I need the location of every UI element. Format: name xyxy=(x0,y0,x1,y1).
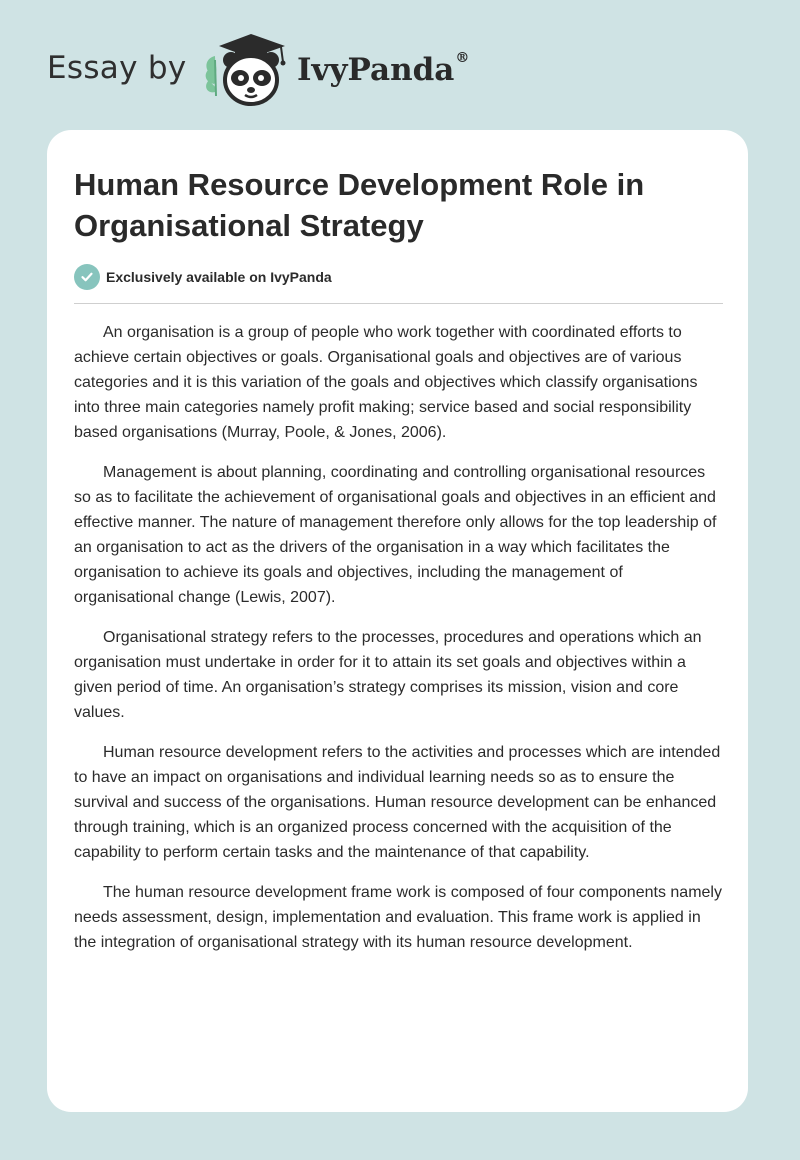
site-header xyxy=(47,30,647,110)
paragraph: Management is about planning, coordinating and controlling organisational resources so as to facilitate the achievement of organisational goals and objectives in an efficient and effective manner. The nature of management therefore only allows for the top leadership of an organisation to act as the drivers of the organisation in a way which facilitates the organisation to achieve its goals and objectives, including the management of organisational change (Lewis, 2007). xyxy=(74,464,717,606)
essay-card xyxy=(47,130,748,1112)
essay-body xyxy=(74,320,725,970)
check-circle-icon xyxy=(74,264,100,290)
panda-graduation-cap-icon xyxy=(201,32,293,110)
divider xyxy=(74,303,723,304)
paragraph: The human resource development frame work is composed of four components namely needs assessment, design, implementation and evaluation. This frame work is applied in the integration of organisational strategy with its human resource development. xyxy=(74,884,722,951)
essay-title: Human Resource Development Role in Organisational Strategy xyxy=(74,167,645,243)
paragraph: Human resource development refers to the activities and processes which are intended to have an impact on organisations and individual learning needs so as to ensure the survival and success of the organisations. Human resource development can be enhanced through training, which is an organized process concerned with the acquisition of the capability to perform certain tasks and the maintenance of that capability. xyxy=(74,744,721,861)
paragraph: An organisation is a group of people who work together with coordinated efforts to achieve certain objectives or goals. Organisational goals and objectives are of various categories and it is this variation of the goals and objectives which classify organisations into three main categories namely profit making; service based and social responsibility based organisations (Murray, Poole, & Jones, 2006). xyxy=(74,324,698,441)
brand-text: IvyPanda xyxy=(297,52,455,88)
badge-text: Exclusively available on IvyPanda xyxy=(106,269,332,285)
brand-name[interactable] xyxy=(297,52,469,88)
essay-by-label: Essay by xyxy=(47,50,187,86)
paragraph: Organisational strategy refers to the processes, procedures and operations which an organisation must undertake in order for it to attain its set goals and objectives within a given period of time. An organisation’s strategy comprises its mission, vision and core values. xyxy=(74,629,702,721)
exclusive-badge xyxy=(74,264,332,290)
registered-mark: ® xyxy=(455,50,470,66)
